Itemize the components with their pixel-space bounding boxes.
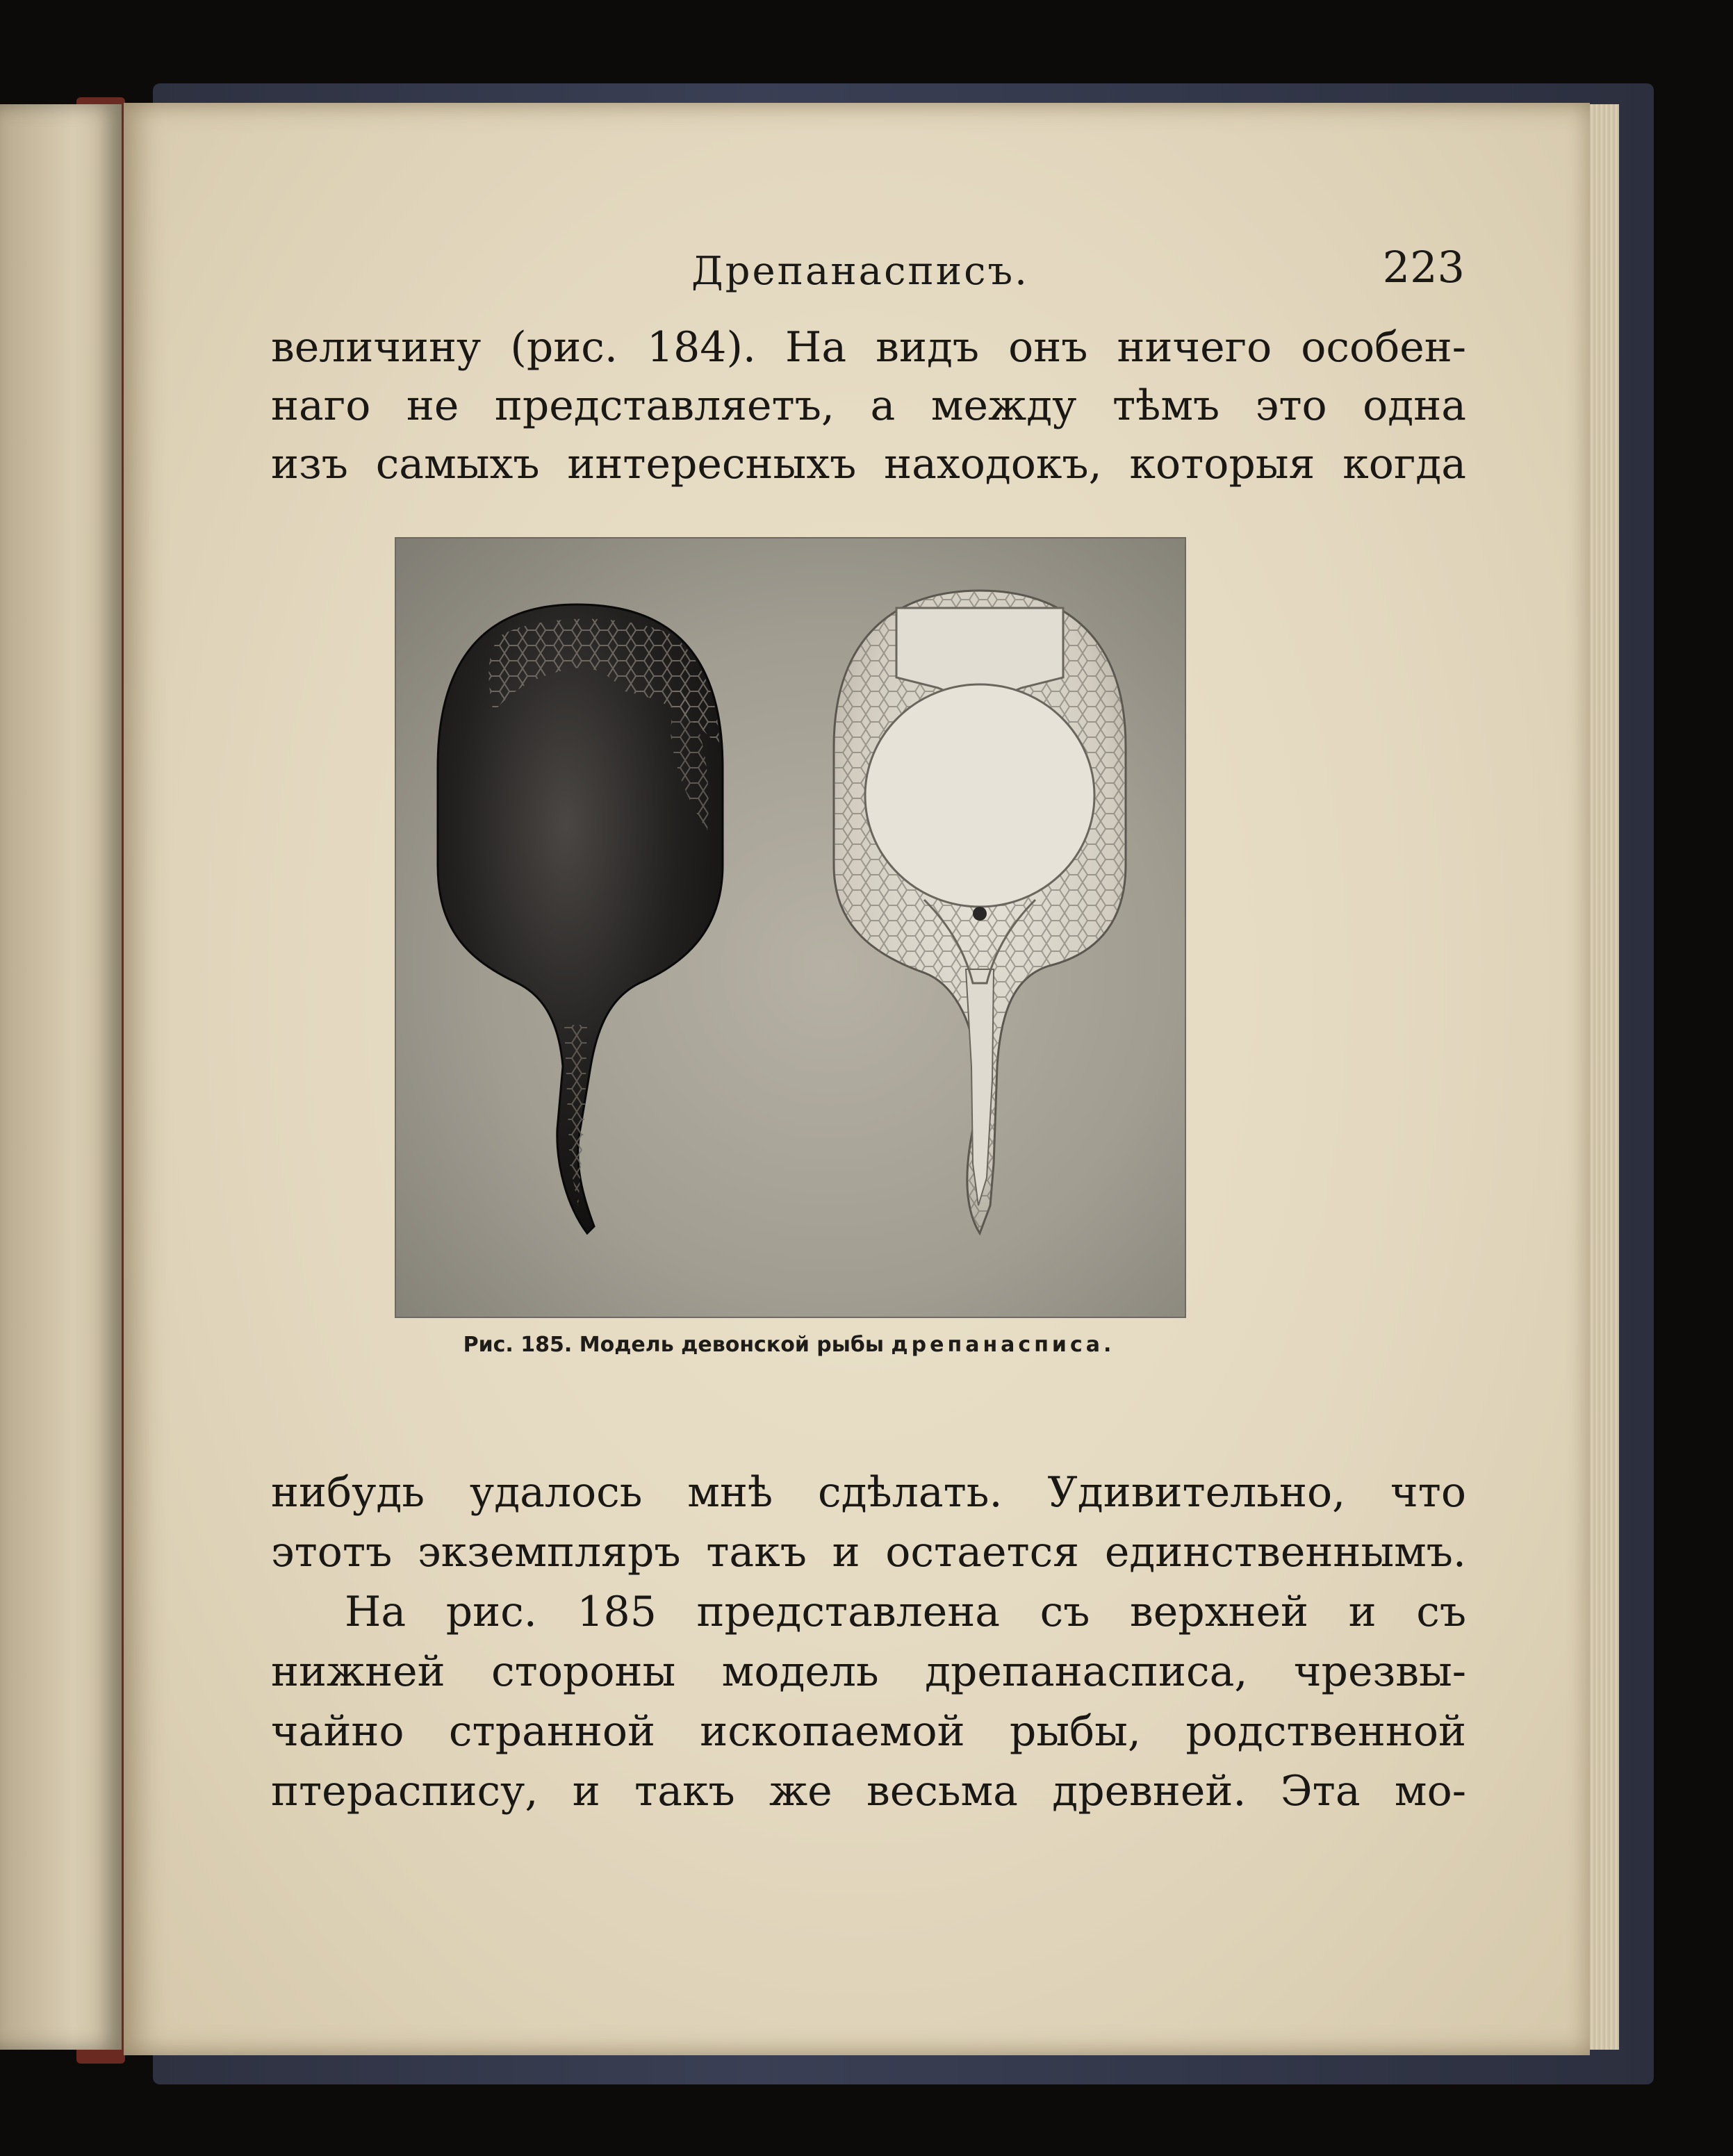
- text-line: этотъ экземпляръ такъ и остается единственнымъ.: [271, 1528, 1466, 1577]
- text-line: наго не представляетъ, а между тѣмъ это одна: [271, 381, 1466, 430]
- caption-text: Модель девонской рыбы: [579, 1333, 884, 1357]
- text-line: птераспису, и такъ же весьма древней. Эта мо-: [271, 1767, 1466, 1816]
- book-page: [124, 103, 1590, 2055]
- caption-label: Рис. 185.: [463, 1333, 573, 1357]
- figure-image: [395, 537, 1186, 1318]
- text-line: изъ самыхъ интересныхъ находокъ, которыя когда: [271, 440, 1466, 488]
- figure-caption: [395, 1333, 1183, 1357]
- running-title: Дрепанасписъ.: [691, 249, 1029, 294]
- page-number: 223: [1382, 242, 1465, 293]
- text-line: нижней стороны модель дрепанасписа, чрезвы-: [271, 1647, 1466, 1696]
- text-line: величину (рис. 184). На видъ онъ ничего особен-: [271, 323, 1466, 372]
- text-line: чайно странной ископаемой рыбы, родственной: [271, 1707, 1466, 1756]
- caption-spaced-term: дрепанасписа.: [891, 1333, 1115, 1357]
- text-line: На рис. 185 представлена съ верхней и съ: [345, 1588, 1466, 1636]
- ventral-view: [834, 591, 1126, 1233]
- drepanaspis-illustration: [396, 538, 1185, 1317]
- left-page: [0, 104, 122, 2050]
- text-line: нибудь удалось мнѣ сдѣлать. Удивительно, что: [271, 1468, 1466, 1517]
- dorsal-view: [438, 604, 723, 1233]
